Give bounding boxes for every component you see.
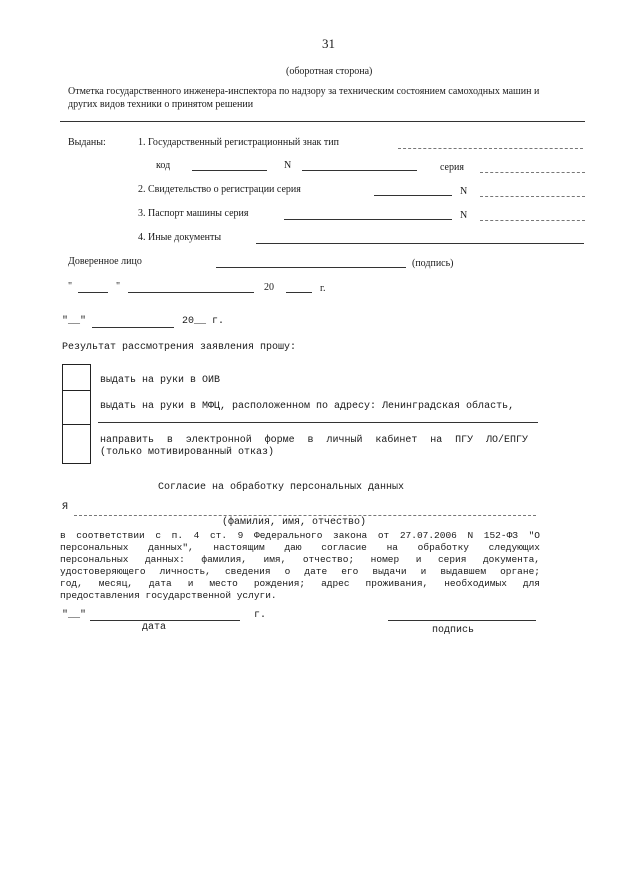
reg-sign-type-field[interactable] xyxy=(398,148,583,149)
number-symbol-2: N xyxy=(460,186,468,197)
issued-day-field[interactable] xyxy=(78,292,108,293)
trusted-signature-label: (подпись) xyxy=(412,258,454,269)
issued-date-quote-close: " xyxy=(116,281,121,292)
option-mfc-label: выдать на руки в МФЦ, расположенном по адресу: Ленинградская область, xyxy=(100,401,515,412)
consent-date-open: "__" xyxy=(62,610,87,621)
reverse-side-label: (оборотная сторона) xyxy=(286,66,373,77)
consent-text-line5: год, месяц, дата и место рождения; адрес проживания, необходимых для xyxy=(60,578,540,589)
number-field[interactable] xyxy=(302,170,417,171)
consent-text-line6: предоставления государственной услуги. xyxy=(60,590,277,601)
certificate-number-field[interactable] xyxy=(480,196,585,197)
certificate-series-field[interactable] xyxy=(374,195,452,196)
passport-series-field[interactable] xyxy=(284,219,452,220)
inspector-mark-line2: других видов техники о принятом решении xyxy=(68,99,254,110)
option-oiv-label: выдать на руки в ОИВ xyxy=(100,375,221,386)
issued-year-field[interactable] xyxy=(286,292,312,293)
option-mfc-checkbox[interactable] xyxy=(62,390,91,426)
consent-date-field[interactable] xyxy=(90,620,240,621)
item4-other-docs: 4. Иные документы xyxy=(138,232,222,243)
number-symbol-3: N xyxy=(460,210,468,221)
issued-year-suffix: г. xyxy=(320,283,326,294)
option-electronic-note: (только мотивированный отказ) xyxy=(100,447,275,458)
number-symbol: N xyxy=(284,160,292,171)
code-field[interactable] xyxy=(192,170,267,171)
application-date-open: "__" xyxy=(62,316,87,327)
item1-reg-sign: 1. Государственный регистрационный знак тип xyxy=(138,137,339,148)
issued-label: Выданы: xyxy=(68,137,106,148)
consent-signature-field[interactable] xyxy=(388,620,536,621)
option-electronic-label: направить в электронной форме в личный кабинет на ПГУ ЛО/ЕПГУ xyxy=(100,435,528,446)
mark-rule xyxy=(60,121,585,122)
issued-year-prefix: 20 xyxy=(264,282,274,293)
item2-certificate: 2. Свидетельство о регистрации серия xyxy=(138,184,301,195)
consent-fio-caption: (фамилия, имя, отчество) xyxy=(222,517,367,528)
trusted-person-label: Доверенное лицо xyxy=(68,256,142,267)
consent-i-label: Я xyxy=(62,502,69,513)
issued-month-field[interactable] xyxy=(128,292,254,293)
mfc-address-field[interactable] xyxy=(98,422,538,423)
inspector-mark-line1: Отметка государственного инженера-инспектора по надзору за техническим состоянием самоходных машин и xyxy=(68,86,540,97)
result-request-label: Результат рассмотрения заявления прошу: xyxy=(62,342,297,353)
code-label: код xyxy=(156,160,171,171)
option-electronic-checkbox[interactable] xyxy=(62,424,91,464)
trusted-person-field[interactable] xyxy=(216,267,406,268)
option-oiv-checkbox[interactable] xyxy=(62,364,91,392)
consent-signature-caption: подпись xyxy=(432,625,475,636)
consent-title: Согласие на обработку персональных данных xyxy=(158,482,405,493)
consent-fio-field[interactable] xyxy=(74,515,536,516)
application-date-year: 20__ г. xyxy=(182,316,225,327)
page-number: 31 xyxy=(322,36,335,51)
consent-text-line4: удостоверяющего личность, сведения о дате его выдачи и выдавшем органе; xyxy=(60,566,540,577)
other-docs-field[interactable] xyxy=(256,243,584,244)
series-label-1: серия xyxy=(440,162,464,173)
item3-passport: 3. Паспорт машины серия xyxy=(138,208,249,219)
application-date-field[interactable] xyxy=(92,327,174,328)
consent-text-line1: в соответствии с п. 4 ст. 9 Федерального закона от 27.07.2006 N 152-ФЗ "О xyxy=(60,530,540,541)
consent-text-line2: персональных данных", настоящим даю согласие на обработку следующих xyxy=(60,542,540,553)
consent-date-caption: дата xyxy=(142,622,167,633)
consent-year-suffix: г. xyxy=(254,610,267,621)
passport-number-field[interactable] xyxy=(480,220,585,221)
issued-date-quote-open: " xyxy=(68,281,73,292)
consent-text-line3: персональных данных: фамилия, имя, отчество; номер и серия документа, xyxy=(60,554,540,565)
series-field-1[interactable] xyxy=(480,172,585,173)
